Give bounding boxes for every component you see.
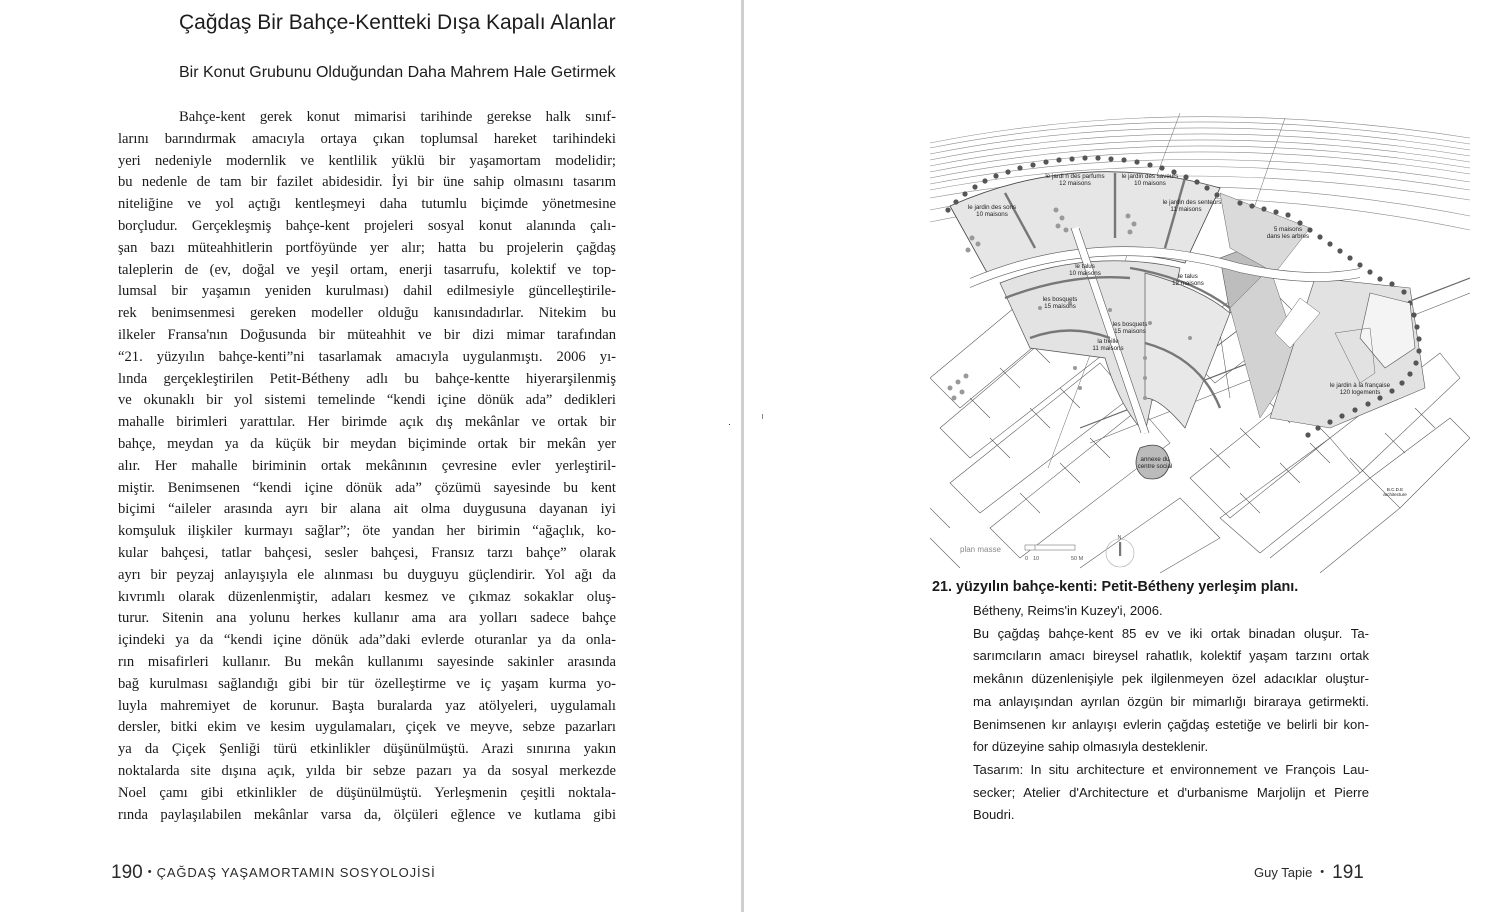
svg-text:les bosquets15 maisons: les bosquets 15 maisons — [1112, 321, 1148, 335]
north-label: N — [1117, 535, 1122, 541]
label-jardin-saveurs: le jardin des saveurs — [1121, 173, 1179, 180]
body-line: lumsal bir yaşamın yeniden kurulması) dahil edilmesiyle güncelleştirile- — [118, 283, 616, 300]
svg-text:le jardin à la française120 lo: le jardin à la française 120 logements — [1329, 382, 1391, 396]
label-centre-social: annexe du — [1140, 456, 1170, 463]
body-line: “21. yüzyılın bahçe-kenti”ni tasarlamak amacıyla uygulanmıştı. 2006 yı- — [118, 348, 616, 365]
body-line: miştir. Benimsenen “kendi içine dönük ada” çözümü sayesinde bu kent — [118, 479, 616, 496]
svg-text:la treille11 maisons: la treille 11 maisons — [1092, 338, 1124, 352]
figure-caption-body — [973, 600, 1369, 827]
body-line: mahalle birimleri yarattılar. Her birimde açık dış mekânlar ve ortak bir — [118, 414, 616, 431]
svg-text:B.C.D.Earchitecture: B.C.D.E architecture — [1383, 487, 1407, 497]
label-jardin-francaise: le jardin à la française — [1329, 382, 1391, 389]
label-talus-left: le talus — [1075, 263, 1095, 270]
bullet-separator: • — [147, 866, 152, 878]
caption-line: mekânın düzenlenişiyle pek ilgilenmeyen özel adacıklar oluştur- — [973, 671, 1369, 687]
body-line: alır. Her mahalle biriminin ortak mekânının çevresine evler yerleştiril- — [118, 457, 616, 474]
body-line: biçimi “aileler arasında ayrı bir alana ait olma duygusuna dayanan iyi — [118, 501, 616, 518]
label-jardin-sons: le jardin des sons — [967, 204, 1017, 211]
figure-caption-title: 21. yüzyılın bahçe-kenti: Petit-Bétheny yerleşim planı. — [932, 579, 1299, 595]
caption-line: Boudri. — [973, 807, 1015, 823]
body-line: luyla mahremiyet de korunur. Başta buralarda yaz atölyeleri, uygulamalı — [118, 697, 616, 714]
scan-speck — [762, 414, 763, 419]
svg-text:le talus12 maisons: le talus 12 maisons — [1172, 273, 1204, 287]
site-plan-map — [930, 98, 1470, 573]
caption-line: Bétheny, Reims'in Kuzey'i, 2006. — [973, 603, 1163, 618]
body-line: noktalarda site dışına açık, yılda bir sebze pazarı ya da sosyal merkezde — [118, 762, 616, 779]
scale-tick-10: 10 — [1033, 556, 1040, 562]
map-legend — [960, 535, 1134, 567]
svg-text:les bosquets15 maisons: les bosquets 15 maisons — [1042, 296, 1078, 310]
label-bosquets-right: les bosquets — [1112, 321, 1148, 328]
body-line: ya da Çiçek Şenliği türü etkinlikler düşünülmüştü. Arazi sınırına yakın — [118, 741, 616, 758]
body-line: dersler, bitki ekim ve kesim uygulamaları, çiçek ve meyve, sebze pazarları — [118, 719, 616, 736]
section-subtitle: Bir Konut Grubunu Olduğundan Daha Mahrem Hale Getirmek — [179, 64, 616, 81]
scan-speck — [729, 424, 730, 425]
label-jardin-parfums: le jardi n des parfums — [1045, 173, 1105, 180]
body-line: lında gerçekleştirilen Petit-Bétheny adlı bu bahçe-kentte hiyerarşilenmiş — [118, 370, 616, 387]
svg-text:le jardi n des parfums12 maiso: le jardi n des parfums 12 maisons — [1045, 173, 1105, 187]
body-line: ve okunaklı bir yol sistemi temelinde “kendi içine dönük ada” dedikleri — [118, 392, 616, 409]
caption-line: Benimsenen kır anlayışı evlerin çağdaş estetiğe ve belirli bir kon- — [973, 716, 1369, 732]
plan-masse-label: plan masse — [960, 545, 1001, 554]
body-line: şan bazı müteahhitlerin portföyünde yer alır; hatta bu projelerin çağdaş — [118, 239, 616, 256]
body-line: ayrı bir peyzaj anlayışıyla ele alınması bu duyguyu güçlendirir. Yol ağı da — [118, 566, 616, 583]
chapter-section-title: Çağdaş Bir Bahçe-Kentteki Dışa Kapalı Alanlar — [179, 11, 616, 34]
body-line: bağ kurulması sağlandığı gibi bir tür özelleştirme ve iç yaşam kurma yo- — [118, 675, 616, 692]
left-page-footer — [111, 862, 436, 884]
body-line: larını barındırmak amacıyla ortaya çıkan toplumsal hareket tarihindeki — [118, 130, 616, 147]
label-maisons-arbres: 5 maisons — [1273, 226, 1303, 233]
body-line: Noel çamı gibi etkinlikler de düşünülmüştü. Yerleşmenin çeşitli noktala- — [118, 784, 616, 801]
page-number: 191 — [1332, 862, 1364, 883]
label-bosquets-left: les bosquets — [1042, 296, 1078, 303]
label-jardin-senteurs: le jardin des senteurs — [1162, 199, 1222, 206]
body-line: kular bahçesi, tatlar bahçesi, sesler bahçesi, Fransız tarzı bahçe” olarak — [118, 544, 616, 561]
svg-text:5 maisonsdans les arbres: 5 maisons dans les arbres — [1266, 226, 1310, 240]
right-page-footer — [1254, 862, 1364, 884]
body-line: rek benimsenmesi gereken modeller olduğu kanısındadırlar. Nitekim bu — [118, 305, 616, 322]
body-line: borçludur. Gerçekleşmiş bahçe-kent projeleri sosyal konut alanında çalı- — [118, 217, 616, 234]
body-line: içindeki ya da “kendi içine dönük ada”daki evlerde oturanlar ya da onla- — [118, 632, 616, 649]
running-head: ÇAĞDAŞ YAŞAMORTAMIN SOSYOLOJİSİ — [156, 865, 436, 880]
caption-line: ma anlayışından ayrılan özgün bir mimarlığı biraraya getirmekti. — [973, 693, 1369, 709]
body-line: yeri nedeniyle modernlik ve kentlilik yüklü bir yaşamortam modelidir; — [118, 152, 616, 169]
body-line: bu nedenle de tam bir fazilet abidesidir. İyi bir üne sahip olmasını tasarım — [118, 174, 616, 191]
svg-text:le jardin des senteurs11 maiso: le jardin des senteurs 11 maisons — [1162, 199, 1222, 213]
caption-line: Bu çağdaş bahçe-kent 85 ev ve iki ortak binadan oluşur. Ta- — [973, 625, 1369, 641]
body-line: komşuluk ilişkiler kurmayı sağlar”; öte yandan her birimin “ağaçlık, ko- — [118, 523, 616, 540]
body-line: taleplerin de (ev, doğal ve yeşil ortam, enerji tasarrufu, kolektif ve top- — [118, 261, 616, 278]
body-line: rında paylaşılabilen mekânlar varsa da, ölçüleri eğlence ve kutlama gibi — [118, 806, 616, 823]
body-line: niteliğine ve yol açtığı kentleşmeyi daha tutumlu biçimde yönetmesine — [118, 196, 616, 213]
body-line: bahçe, meydan ya da küçük bir meydan biçiminde ortak bir mekân yer — [118, 435, 616, 452]
svg-text:annexe ducentre social: annexe du centre social — [1137, 456, 1173, 470]
label-talus-right: le talus — [1178, 273, 1198, 280]
author-name: Guy Tapie — [1254, 865, 1313, 880]
caption-line: sarımcıların amacı bireysel rahatlık, kolektif yaşam tarzını ortak — [973, 648, 1369, 664]
caption-line: secker; Atelier d'Architecture et d'urbanisme Marjolijn et Pierre — [973, 784, 1369, 800]
label-credit: B.C.D.E — [1386, 487, 1404, 492]
site-plan-figure — [930, 98, 1470, 573]
left-page — [0, 0, 741, 912]
scale-bar — [1025, 545, 1075, 550]
body-paragraph — [118, 107, 616, 826]
body-line: rın misafirleri kullanır. Bu mekân kullanımı sayesinde sakinler arasında — [118, 653, 616, 670]
svg-text:le jardin des saveurs10 maison: le jardin des saveurs 10 maisons — [1121, 173, 1179, 187]
body-line: Bahçe-kent gerek konut mimarisi tarihinde gerekse halk sınıf- — [179, 109, 616, 125]
scale-tick-0: 0 — [1025, 556, 1029, 562]
svg-text:le talus10 maisons: le talus 10 maisons — [1069, 263, 1101, 277]
caption-line: for düzeyine sahip olmasıyla desteklenir. — [973, 739, 1209, 755]
caption-line: Tasarım: In situ architecture et environnement ve François Lau- — [973, 761, 1369, 777]
body-line: turur. Sitenin ana yolunu herkes kullanır ama ara yolları sadece bahçe — [118, 610, 616, 627]
body-line: kıvrımlı olarak düzenlenmiştir, adaları kesmez ve çıkmaz sokaklar oluş- — [118, 588, 616, 605]
body-line: ilkeler Fransa'nın Doğusunda bir müteahhit ve bir dizi mimar tarafından — [118, 326, 616, 343]
scale-tick-50: 50 M — [1071, 556, 1084, 562]
bullet-separator: • — [1320, 866, 1325, 878]
label-treille: la treille — [1097, 338, 1119, 345]
page-number: 190 — [111, 862, 143, 883]
svg-text:le jardin des sons10 maisons: le jardin des sons 10 maisons — [967, 204, 1017, 218]
